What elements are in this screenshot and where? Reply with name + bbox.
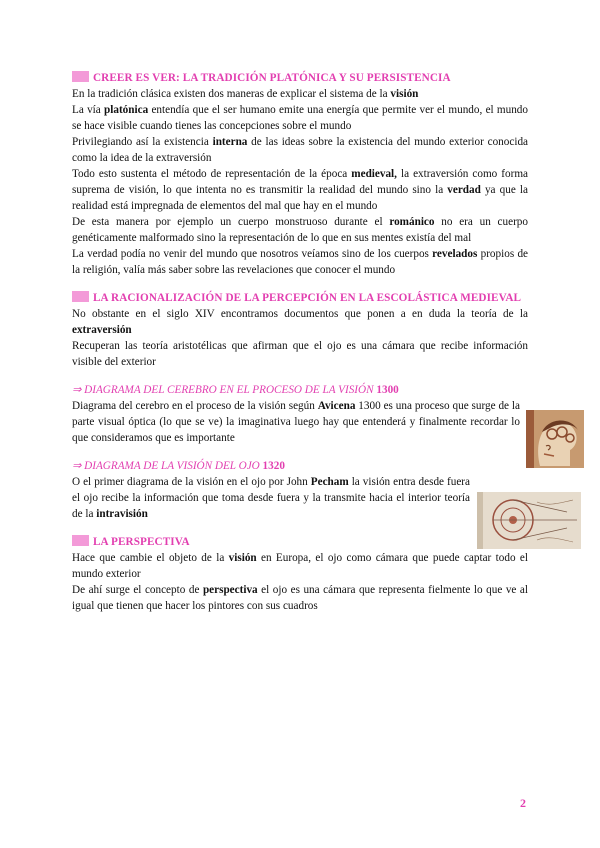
- paragraph: O el primer diagrama de la visión en el ojo por John Pecham la visión entra desde fuera el ojo recibe la información que toma desde fuera y la transmite hacia el interior teoría de la intravisión: [72, 476, 470, 520]
- paragraph: La vía platónica entendía que el ser humano emite una energía que permite ver el mundo, el mundo se hace visible cuando tienes las concepciones sobre el mundo: [72, 104, 528, 132]
- section-heading-racionalizacion: LA RACIONALIZACIÓN DE LA PERCEPCIÓN EN LA ESCOLÁSTICA MEDIEVAL: [72, 290, 528, 306]
- section-heading-creer-es-ver: CREER ES VER: LA TRADICIÓN PLATÓNICA Y SU PERSISTENCIA: [72, 70, 528, 86]
- heading-marker: [72, 71, 89, 82]
- subheading-diagrama-ojo: ⇒ DIAGRAMA DE LA VISIÓN DEL OJO 1320: [72, 460, 285, 472]
- eye-diagram-image: [477, 492, 581, 549]
- paragraph: Recuperan las teoría aristotélicas que afirman que el ojo es una cámara que recibe información visible del exterior: [72, 340, 528, 368]
- page-number: 2: [520, 796, 526, 810]
- content-column: [72, 70, 528, 614]
- paragraph: Hace que cambie el objeto de la visión en Europa, el ojo como cámara que puede captar todo el mundo exterior: [72, 552, 528, 580]
- paragraph: La verdad podía no venir del mundo que nosotros veíamos sino de los cuerpos revelados propios de la religión, valía más saber sobre las revelaciones que conocer el mundo: [72, 248, 529, 276]
- heading-marker: [72, 535, 89, 546]
- brain-diagram-image: [526, 410, 584, 468]
- subheading-diagrama-cerebro: ⇒ DIAGRAMA DEL CEREBRO EN EL PROCESO DE LA VISIÓN 1300: [72, 384, 399, 396]
- paragraph: De ahí surge el concepto de perspectiva el ojo es una cámara que representa fielmente lo que ve al igual que tienen que hacer los pintores con sus cuadros: [72, 584, 528, 612]
- paragraph: Todo esto sustenta el método de representación de la época medieval, la extraversión como forma suprema de visión, lo que intenta no es transmitir la realidad del mundo sino la verdad ya que la realidad está impregnada de elementos del mal que hay en el mundo: [72, 168, 529, 212]
- paragraph: Privilegiando así la existencia interna de las ideas sobre la existencia del mundo exterior conocida como la idea de la extraversión: [72, 136, 529, 164]
- paragraph: De esta manera por ejemplo un cuerpo monstruoso durante el románico no era un cuerpo genéticamente malformado sino la representación de lo que en sus mentes existía del mal: [72, 216, 528, 244]
- heading-marker: [72, 291, 89, 302]
- section-heading-perspectiva: LA PERSPECTIVA: [72, 534, 528, 550]
- paragraph: Diagrama del cerebro en el proceso de la visión según Avicena 1300 es una proceso que surge de la parte visual óptica (lo que se ve) la imaginativa luego hay que entenderá y finalmente recordar lo que consideramos que es importante: [72, 400, 520, 444]
- paragraph: No obstante en el siglo XIV encontramos documentos que ponen a en duda la teoría de la extraversión: [72, 308, 528, 336]
- paragraph: En la tradición clásica existen dos maneras de explicar el sistema de la visión: [72, 88, 419, 100]
